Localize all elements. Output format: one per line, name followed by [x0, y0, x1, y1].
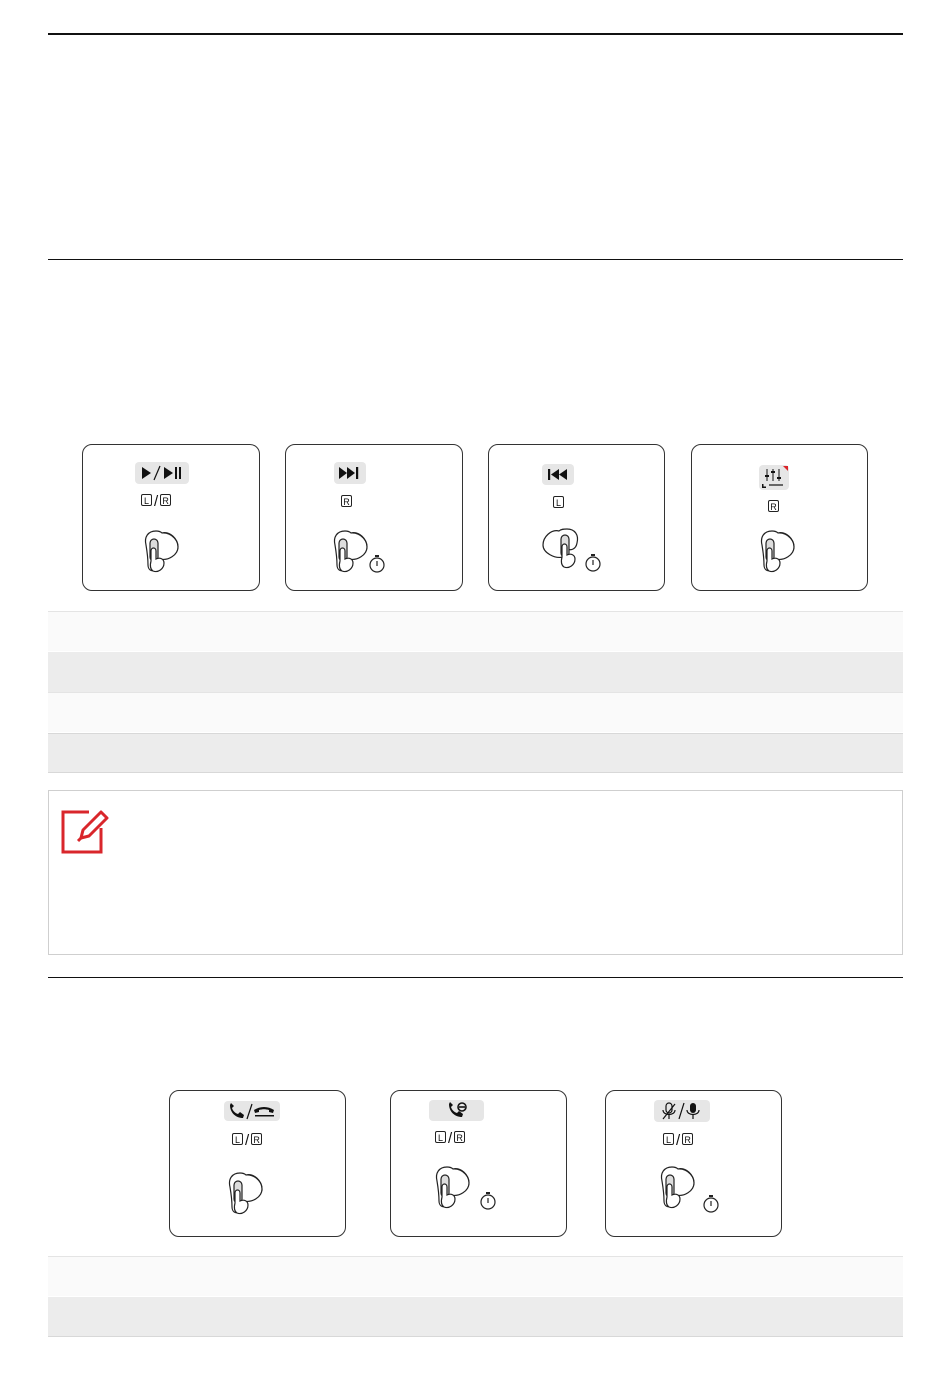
- table-row: [48, 1256, 903, 1296]
- earbud-tap-icon: [533, 525, 585, 573]
- timer-icon: [584, 553, 602, 573]
- earbud-tap-icon: [429, 1163, 477, 1211]
- play-pause-card: [82, 444, 260, 591]
- left-right-keys: L / R: [232, 1133, 262, 1147]
- left-right-keys: L / R: [435, 1131, 465, 1145]
- timer-icon: [702, 1194, 720, 1214]
- earbud-tap-icon: [654, 1163, 702, 1211]
- play-pause-icon: [135, 462, 189, 484]
- right-key: R: [341, 495, 352, 507]
- right-key: R: [160, 494, 171, 506]
- mic-mute-unmute-icon: [654, 1100, 710, 1122]
- earbud-tap-icon: [754, 527, 802, 575]
- left-key: L: [663, 1133, 674, 1145]
- left-right-keys: L / R: [141, 494, 171, 508]
- right-key: R: [768, 500, 779, 512]
- left-right-keys: L / R: [663, 1133, 693, 1147]
- left-key: L: [141, 494, 152, 506]
- right-key: R: [454, 1131, 465, 1143]
- top-rule: [48, 33, 903, 35]
- next-track-card: [285, 444, 463, 591]
- reject-call-card: [390, 1090, 567, 1237]
- eq-mode-icon: [759, 465, 789, 490]
- eq-mode-card: [691, 444, 868, 591]
- table-row: [48, 733, 903, 773]
- earbud-tap-icon: [138, 527, 186, 575]
- section-rule-calls: [48, 977, 903, 978]
- right-key: R: [251, 1133, 262, 1145]
- note-box: [48, 790, 903, 955]
- table-row: [48, 1297, 903, 1337]
- table-row: [48, 692, 903, 732]
- right-key-box: [768, 500, 779, 514]
- timer-icon: [368, 554, 386, 574]
- right-key-box: [341, 495, 352, 509]
- table-row: [48, 611, 903, 651]
- next-track-icon: [334, 462, 366, 484]
- left-key: L: [435, 1131, 446, 1143]
- earbud-tap-icon: [222, 1169, 270, 1217]
- reject-call-icon: [429, 1100, 484, 1121]
- table-row: [48, 652, 903, 692]
- timer-icon: [479, 1191, 497, 1211]
- answer-end-call-card: [169, 1090, 346, 1237]
- mic-mute-card: [605, 1090, 782, 1237]
- previous-track-card: [488, 444, 665, 591]
- left-key: L: [553, 496, 564, 508]
- previous-track-icon: [542, 464, 574, 485]
- note-edit-icon: [59, 806, 109, 856]
- answer-end-call-icon: [224, 1101, 280, 1121]
- right-key: R: [682, 1133, 693, 1145]
- left-key-box: [553, 496, 564, 510]
- section-rule-music: [48, 259, 903, 260]
- left-key: L: [232, 1133, 243, 1145]
